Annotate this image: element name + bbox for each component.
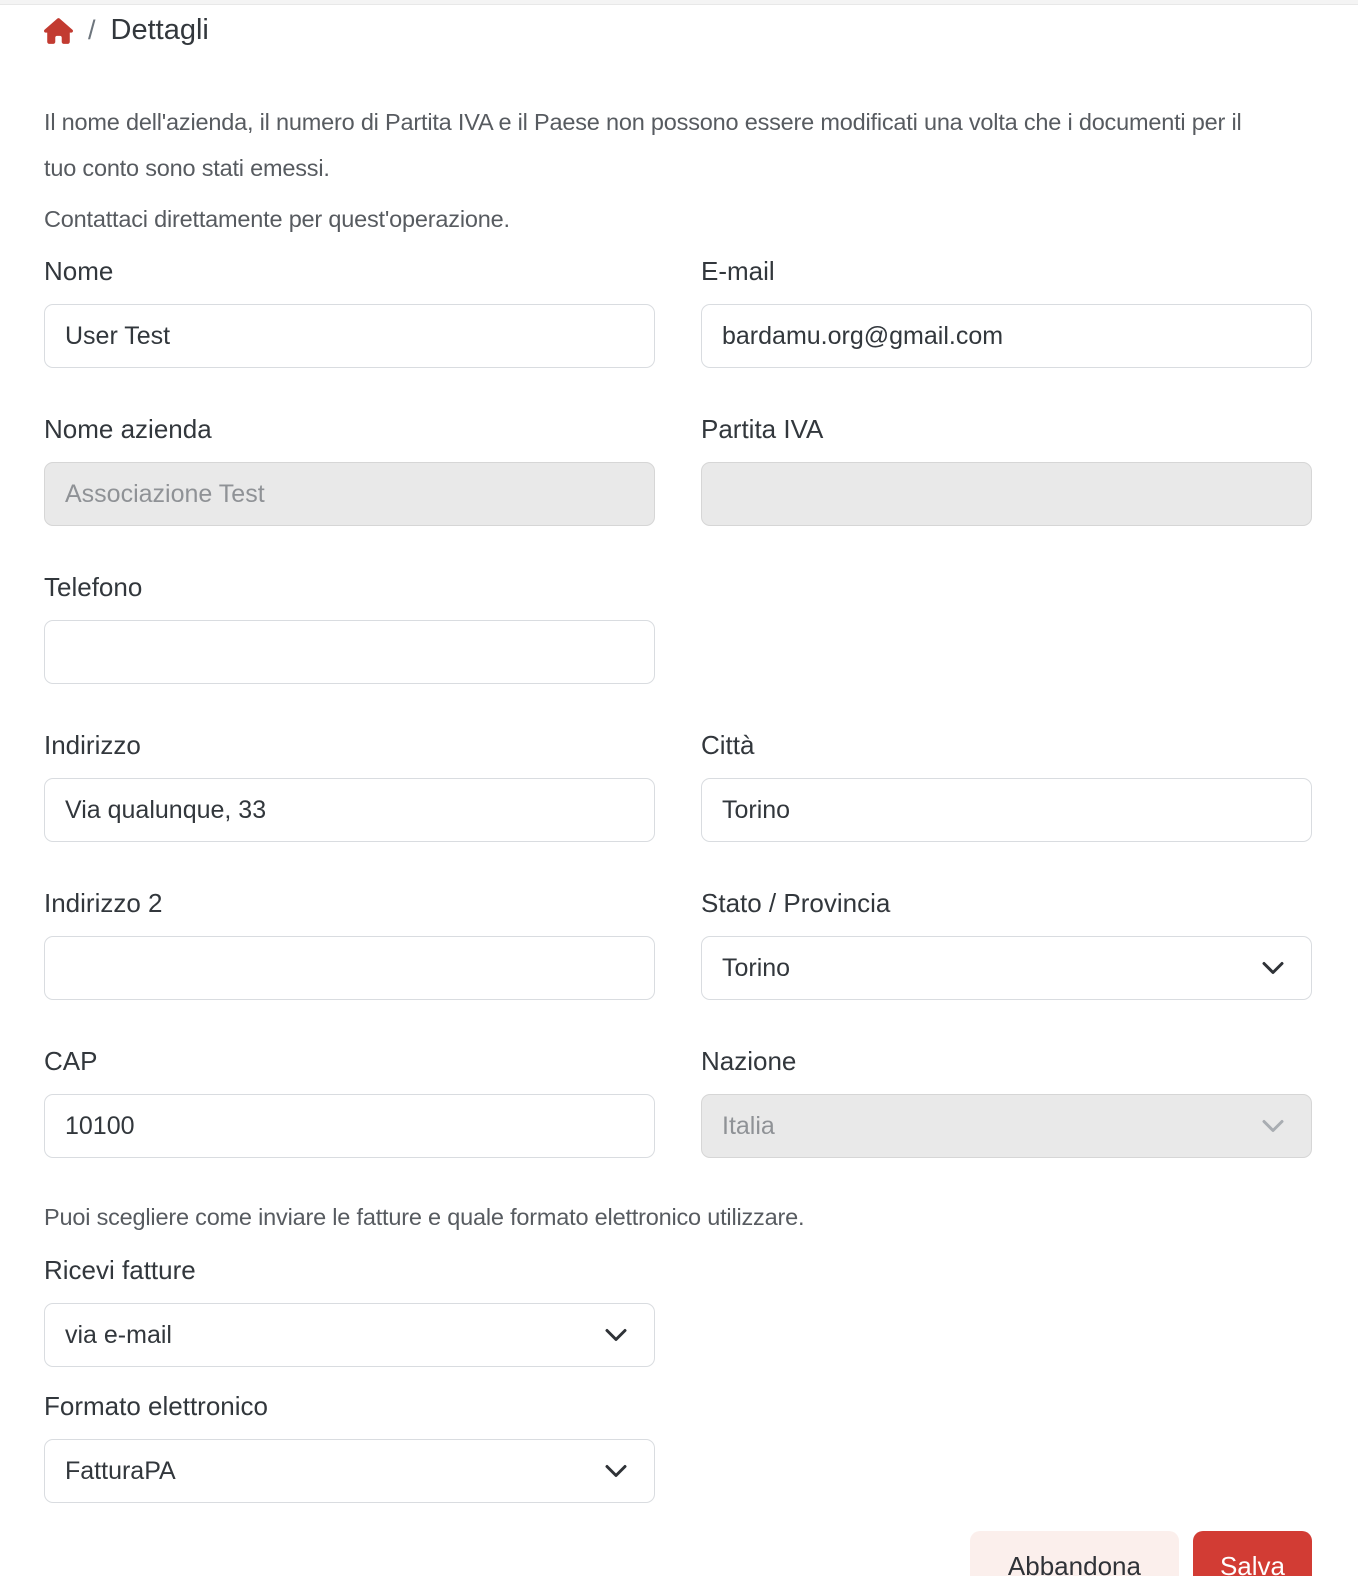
home-icon xyxy=(44,18,73,44)
nazione-label: Nazione xyxy=(701,1046,797,1076)
field-citta xyxy=(701,730,1312,842)
nazione-select xyxy=(701,1094,1312,1158)
nazione-selected-value: Italia xyxy=(722,1111,775,1140)
breadcrumb xyxy=(44,14,1312,47)
details-form-page xyxy=(0,14,1358,1576)
ricevi-fatture-selected-value: via e-mail xyxy=(65,1320,172,1349)
field-indirizzo xyxy=(44,730,655,842)
notice-line-2: tuo conto sono stati emessi. xyxy=(44,155,330,181)
notice-block xyxy=(44,99,1312,242)
notice-line-1: Il nome dell'azienda, il numero di Partita IVA e il Paese non possono essere modificati una volta che i documenti per il xyxy=(44,109,1242,135)
chevron-down-icon xyxy=(1262,962,1284,975)
chevron-down-icon xyxy=(605,1329,627,1342)
nome-azienda-label: Nome azienda xyxy=(44,414,212,444)
stato-provincia-label: Stato / Provincia xyxy=(701,888,891,918)
formato-elettronico-selected-value: FatturaPA xyxy=(65,1456,176,1485)
field-indirizzo2 xyxy=(44,888,655,1000)
email-label: E-mail xyxy=(701,256,775,286)
citta-label: Città xyxy=(701,730,755,760)
field-telefono xyxy=(44,572,655,684)
email-input[interactable] xyxy=(701,304,1312,368)
nome-label: Nome xyxy=(44,256,114,286)
breadcrumb-separator: / xyxy=(88,15,96,45)
field-nome-azienda xyxy=(44,414,655,526)
citta-input[interactable] xyxy=(701,778,1312,842)
telefono-input[interactable] xyxy=(44,620,655,684)
header-divider xyxy=(0,0,1358,5)
form-actions xyxy=(44,1531,1312,1576)
indirizzo-input[interactable] xyxy=(44,778,655,842)
ricevi-fatture-label: Ricevi fatture xyxy=(44,1255,196,1285)
field-nazione xyxy=(701,1046,1312,1158)
breadcrumb-home-link[interactable] xyxy=(44,18,73,44)
indirizzo2-label: Indirizzo 2 xyxy=(44,888,163,918)
field-partita-iva xyxy=(701,414,1312,526)
ricevi-fatture-select[interactable] xyxy=(44,1303,655,1367)
chevron-down-icon xyxy=(605,1465,627,1478)
stato-provincia-selected-value: Torino xyxy=(722,953,791,982)
account-details-form xyxy=(44,256,1312,1204)
formato-elettronico-label: Formato elettronico xyxy=(44,1391,268,1421)
partita-iva-label: Partita IVA xyxy=(701,414,824,444)
nome-azienda-input xyxy=(44,462,655,526)
nome-input[interactable] xyxy=(44,304,655,368)
field-email xyxy=(701,256,1312,368)
invoice-note: Puoi scegliere come inviare le fatture e quale formato elettronico utilizzare. xyxy=(44,1204,805,1230)
telefono-label: Telefono xyxy=(44,572,143,602)
field-formato-elettronico xyxy=(44,1391,655,1503)
cap-label: CAP xyxy=(44,1046,98,1076)
stato-provincia-select[interactable] xyxy=(701,936,1312,1000)
breadcrumb-current: Dettagli xyxy=(110,14,209,46)
indirizzo2-input[interactable] xyxy=(44,936,655,1000)
notice-line-3: Contattaci direttamente per quest'operazione. xyxy=(44,206,510,232)
field-ricevi-fatture xyxy=(44,1255,655,1367)
formato-elettronico-select[interactable] xyxy=(44,1439,655,1503)
field-cap xyxy=(44,1046,655,1158)
cap-input[interactable] xyxy=(44,1094,655,1158)
partita-iva-input xyxy=(701,462,1312,526)
field-stato-provincia xyxy=(701,888,1312,1000)
save-button[interactable]: Salva xyxy=(1193,1531,1312,1576)
field-nome xyxy=(44,256,655,368)
field-spacer xyxy=(701,572,1312,684)
chevron-down-icon xyxy=(1262,1120,1284,1133)
indirizzo-label: Indirizzo xyxy=(44,730,141,760)
abandon-button[interactable]: Abbandona xyxy=(970,1531,1179,1576)
